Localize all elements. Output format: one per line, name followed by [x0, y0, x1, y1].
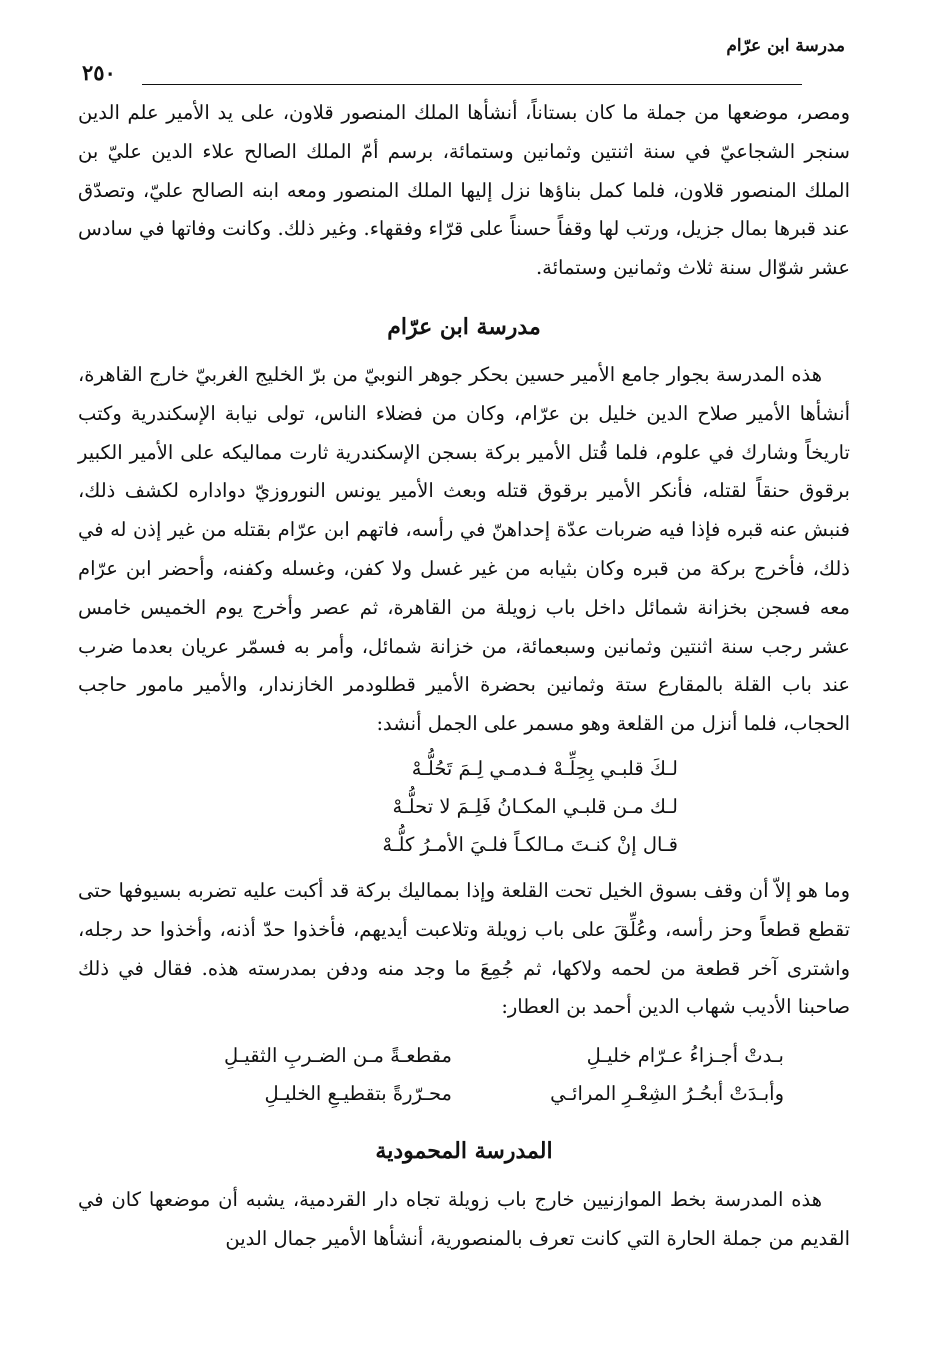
page-number: ٢٥٠ — [82, 60, 116, 85]
poem-couplet — [78, 1075, 850, 1113]
poem-hemistich-first: وأبـدَتْ أبحُـرُ الشِعْـرِ المرائـي — [550, 1082, 784, 1106]
running-head: مدرسة ابن عرّام — [726, 36, 845, 56]
poem-verse: قـال إنْ كنـتَ مـالكـاً فلـيَ الأمـرُ كلُّـهْ — [382, 832, 678, 856]
poem-couplet — [78, 1037, 850, 1075]
poem-ibn-al-attar — [78, 1037, 850, 1113]
poem-hemistich-first: بـدتْ أجـزاءُ عـرّام خليـلِ — [586, 1044, 784, 1068]
mahmudiya-paragraph-1: هذه المدرسة بخط الموازنيين خارج باب زويلة تجاه دار القردمية، يشبه أن موضعها كان في القديم من جملة الحارة التي كانت تعرف بالمنصورية، أنشأها الأمير جمال الدين — [78, 1188, 850, 1250]
poem-hemistich-second: مقطعـةً مـن الضـربِ الثقيـلِ — [223, 1044, 452, 1068]
section-title-mahmudiya: المدرسة المحمودية — [375, 1138, 553, 1165]
ibn-arram-paragraph-2: وما هو إلاّ أن وقف بسوق الخيل تحت القلعة وإذا بمماليك بركة قد أكبت عليه تضربه بسيوفها حتى تقطع قطعاً وحز رأسه، وعُلِّقَ على باب زويلة وتلاعبت أيديهم، فأخذوا حدّ أذنه، وأخذوا حد رجله، واشترى آخر قطعة من لحمه ولاكها، ثم جُمِعَ ما وجد منه ودفن بمدرسته هذه. فقال في ذلك صاحبنا الأديب شهاب الدين أحمد بن العطار: — [78, 878, 850, 1019]
page-body — [78, 94, 850, 1259]
ibn-arram-paragraph-1: هذه المدرسة بجوار جامع الأمير حسين بحكر جوهر النوبيّ من برّ الخليج الغربيّ خارج القاهرة، أنشأها الأمير صلاح الدين خليل بن عرّام، وكان من فضلاء الناس، تولى نيابة الإسكندرية وكتب تاريخاً وشارك في علوم، فلما قُتل الأمير بركة بسجن الإسكندرية ثارت مماليكه على الأمير الكبير برقوق حنقاً لقتله، فأنكر الأمير برقوق قتله وبعث الأمير يونس النوروزيّ دواداره لكشف ذلك، فنبش عنه قبره فإذا فيه ضربات عدّة إحداهنّ في رأسه، فاتهم ابن عرّام بقتله من غير إذن له في ذلك، فأخرج بركة من قبره وكان بثيابه من غير غسل ولا كفن، وغسله وكفنه، وأحضر ابن عرّام معه فسجن بخزانة شمائل داخل باب زويلة من القاهرة، ثم عصر وأخرج يوم الخميس خامس عشر رجب سنة اثنتين وثمانين وسبعمائة، من خزانة شمائل، وأمر به فسمّر عريان بعدما ضرب عند باب القلة بالمقارع ستة وثمانين بحضرة الأمير قطلودمر الخازندار، والأمير مامور حاجب الحجاب، فلما أنزل من القلعة وهو مسمر على الجمل أنشد: — [78, 362, 850, 736]
intro-paragraph: ومصر، موضعها من جملة ما كان بستاناً، أنشأها الملك المنصور قلاون، على يد الأمير علم الدين سنجر الشجاعيّ في سنة اثنتين وثمانين وستمائة، برسم أمّ الملك الصالح علاء الدين عليّ بن الملك المنصور قلاون، فلما كمل بناؤها نزل إليها الملك المنصور ومعه ابنه الصالح عليّ، وتصدّق عند قبرها بمال جزيل، ورتب لها وقفاً حسناً على قرّاء وفقهاء. وغير ذلك. وكانت وفاتها في سادس عشر شوّال سنة ثلاث وثمانين وستمائة. — [78, 101, 850, 280]
poem-verse: لـك مـن قلبـي المكـانُ فَلِـمَ لا تحلُّـهْ — [392, 794, 678, 818]
poem-hemistich-second: محـرّرةً بتقطيـعِ الخليـلِ — [264, 1082, 452, 1106]
header-rule — [142, 84, 802, 85]
poem-verse: لـكَ قلبـي بِحِلِّـهْ فـدمـي لِـمَ تَحُلُّـهْ — [411, 756, 678, 780]
poem-ibn-arram — [78, 750, 850, 864]
section-title-ibn-arram: مدرسة ابن عرّام — [387, 313, 541, 340]
